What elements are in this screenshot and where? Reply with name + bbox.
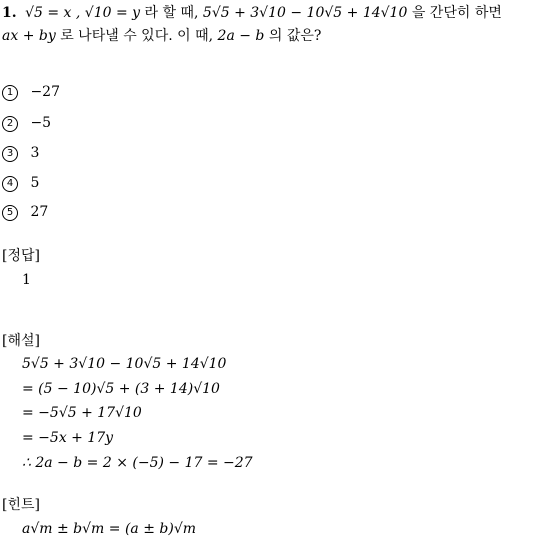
question-expr-main: 5√5 + 3√10 − 10√5 + 14√10 [202, 5, 408, 21]
solution-line-5: ∴ 2a − b = 2 × (−5) − 17 = −27 [22, 455, 253, 471]
choice-3[interactable] [2, 143, 39, 163]
solution-line-3: = −5√5 + 17√10 [22, 405, 142, 421]
choice-3-mark: 3 [2, 146, 18, 162]
choice-5-mark: 5 [2, 205, 18, 221]
question-number: 1. [2, 5, 17, 21]
choice-2-mark: 2 [2, 116, 18, 132]
solution-label: [해설] [2, 333, 40, 349]
question-expr-given: √5 = x , √10 = y [25, 5, 141, 21]
question-expr-form: ax + by [2, 28, 56, 44]
solution-line-2: = (5 − 10)√5 + (3 + 14)√10 [22, 381, 220, 397]
choice-1-mark: 1 [2, 85, 18, 101]
question-line-1 [2, 2, 531, 25]
question-text-4: 의 값은? [268, 28, 322, 44]
choice-3-value: 3 [30, 145, 40, 161]
question-text [2, 2, 531, 48]
choice-4-value: 5 [30, 175, 40, 191]
question-line-2 [2, 25, 531, 48]
choice-2-value: −5 [30, 115, 52, 131]
choice-2[interactable] [2, 113, 51, 133]
choice-4-mark: 4 [2, 176, 18, 192]
answer-value: 1 [22, 272, 31, 288]
question-expr-target: 2a − b [217, 28, 265, 44]
question-text-1: 라 할 때, [144, 5, 199, 21]
choice-5-value: 27 [30, 204, 49, 220]
solution-line-4: = −5x + 17y [22, 430, 114, 446]
choice-4[interactable] [2, 173, 39, 193]
hint-label: [힌트] [2, 497, 40, 513]
choice-5[interactable] [2, 202, 48, 222]
choice-1-value: −27 [30, 84, 60, 100]
choice-1[interactable] [2, 82, 60, 102]
question-text-2: 을 간단히 하면 [411, 5, 502, 21]
hint-formula: a√m ± b√m = (a ± b)√m [22, 521, 197, 537]
answer-label: [정답] [2, 248, 40, 264]
question-text-3: 로 나타낼 수 있다. 이 때, [60, 28, 214, 44]
solution-line-1: 5√5 + 3√10 − 10√5 + 14√10 [22, 356, 227, 372]
